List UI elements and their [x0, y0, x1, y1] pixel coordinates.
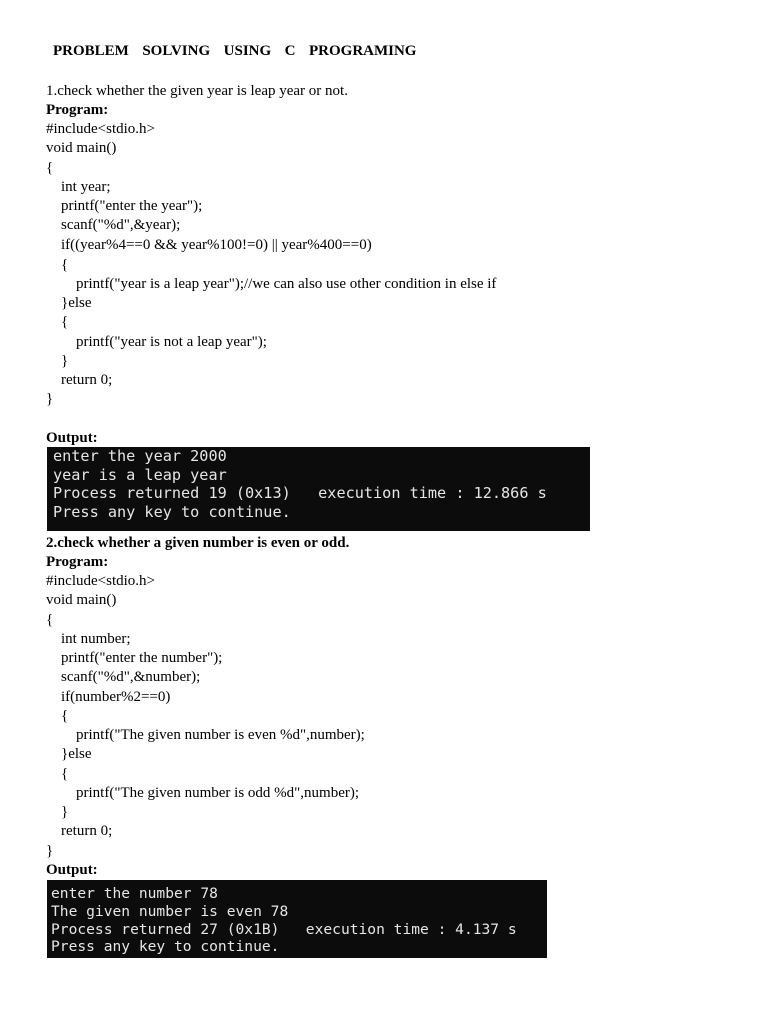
section2-code-line: printf("The given number is even %d",number); — [46, 727, 365, 743]
section2-code-line: { — [46, 708, 69, 724]
section1-output-screenshot — [47, 447, 590, 531]
section2-code-line: int number; — [46, 631, 131, 647]
terminal-line: Press any key to continue. — [53, 503, 291, 522]
section1-code-line: } — [46, 391, 54, 407]
section1-code-line: int year; — [46, 179, 111, 195]
section1-code-line: scanf("%d",&year); — [46, 217, 181, 233]
section1-code-line: printf("year is not a leap year"); — [46, 334, 267, 350]
section1-heading: 1.check whether the given year is leap year or not. — [46, 83, 348, 99]
section2-code-line: }else — [46, 746, 92, 762]
section1-code-line: if((year%4==0 && year%100!=0) || year%400==0) — [46, 237, 372, 253]
section2-code-line: void main() — [46, 592, 117, 608]
section1-code-line: } — [46, 353, 69, 369]
section2-program-label: Program: — [46, 554, 109, 570]
terminal-line: Process returned 19 (0x13) execution time : 12.866 s — [53, 484, 547, 503]
section1-code-line: { — [46, 257, 69, 273]
section2-code-line: return 0; — [46, 823, 113, 839]
section1-code-line: printf("enter the year"); — [46, 198, 203, 214]
section1-code-line: }else — [46, 295, 92, 311]
section2-code-line: scanf("%d",&number); — [46, 669, 201, 685]
section2-heading: 2.check whether a given number is even or odd. — [46, 535, 350, 551]
section2-code-line: if(number%2==0) — [46, 689, 171, 705]
section2-code-line: #include<stdio.h> — [46, 573, 155, 589]
terminal-line: year is a leap year — [53, 465, 227, 484]
section1-program-label: Program: — [46, 102, 109, 118]
section1-output-label: Output: — [46, 430, 98, 446]
section2-code-line: } — [46, 804, 69, 820]
section1-code-line: void main() — [46, 140, 117, 156]
terminal-line: Press any key to continue. — [51, 938, 280, 956]
section2-code-line: { — [46, 612, 54, 628]
section2-code-line: } — [46, 843, 54, 859]
terminal-line: Process returned 27 (0x1B) execution time : 4.137 s — [51, 920, 517, 938]
section2-output-screenshot — [47, 880, 547, 958]
section2-code-line: printf("enter the number"); — [46, 650, 223, 666]
section1-code-line: #include<stdio.h> — [46, 121, 155, 137]
section2-code-line: printf("The given number is odd %d",number); — [46, 785, 360, 801]
section1-code-line: return 0; — [46, 372, 113, 388]
section1-code-line: { — [46, 160, 54, 176]
terminal-line: enter the year 2000 — [53, 447, 227, 465]
section2-code-line: { — [46, 766, 69, 782]
section1-code-line: printf("year is a leap year");//we can also use other condition in else if — [46, 276, 497, 292]
terminal-line: The given number is even 78 — [51, 902, 289, 920]
section2-output-label: Output: — [46, 862, 98, 878]
section1-code-line: { — [46, 314, 69, 330]
page-title: PROBLEM SOLVING USING C PROGRAMING — [53, 43, 417, 59]
terminal-line: enter the number 78 — [51, 885, 218, 902]
